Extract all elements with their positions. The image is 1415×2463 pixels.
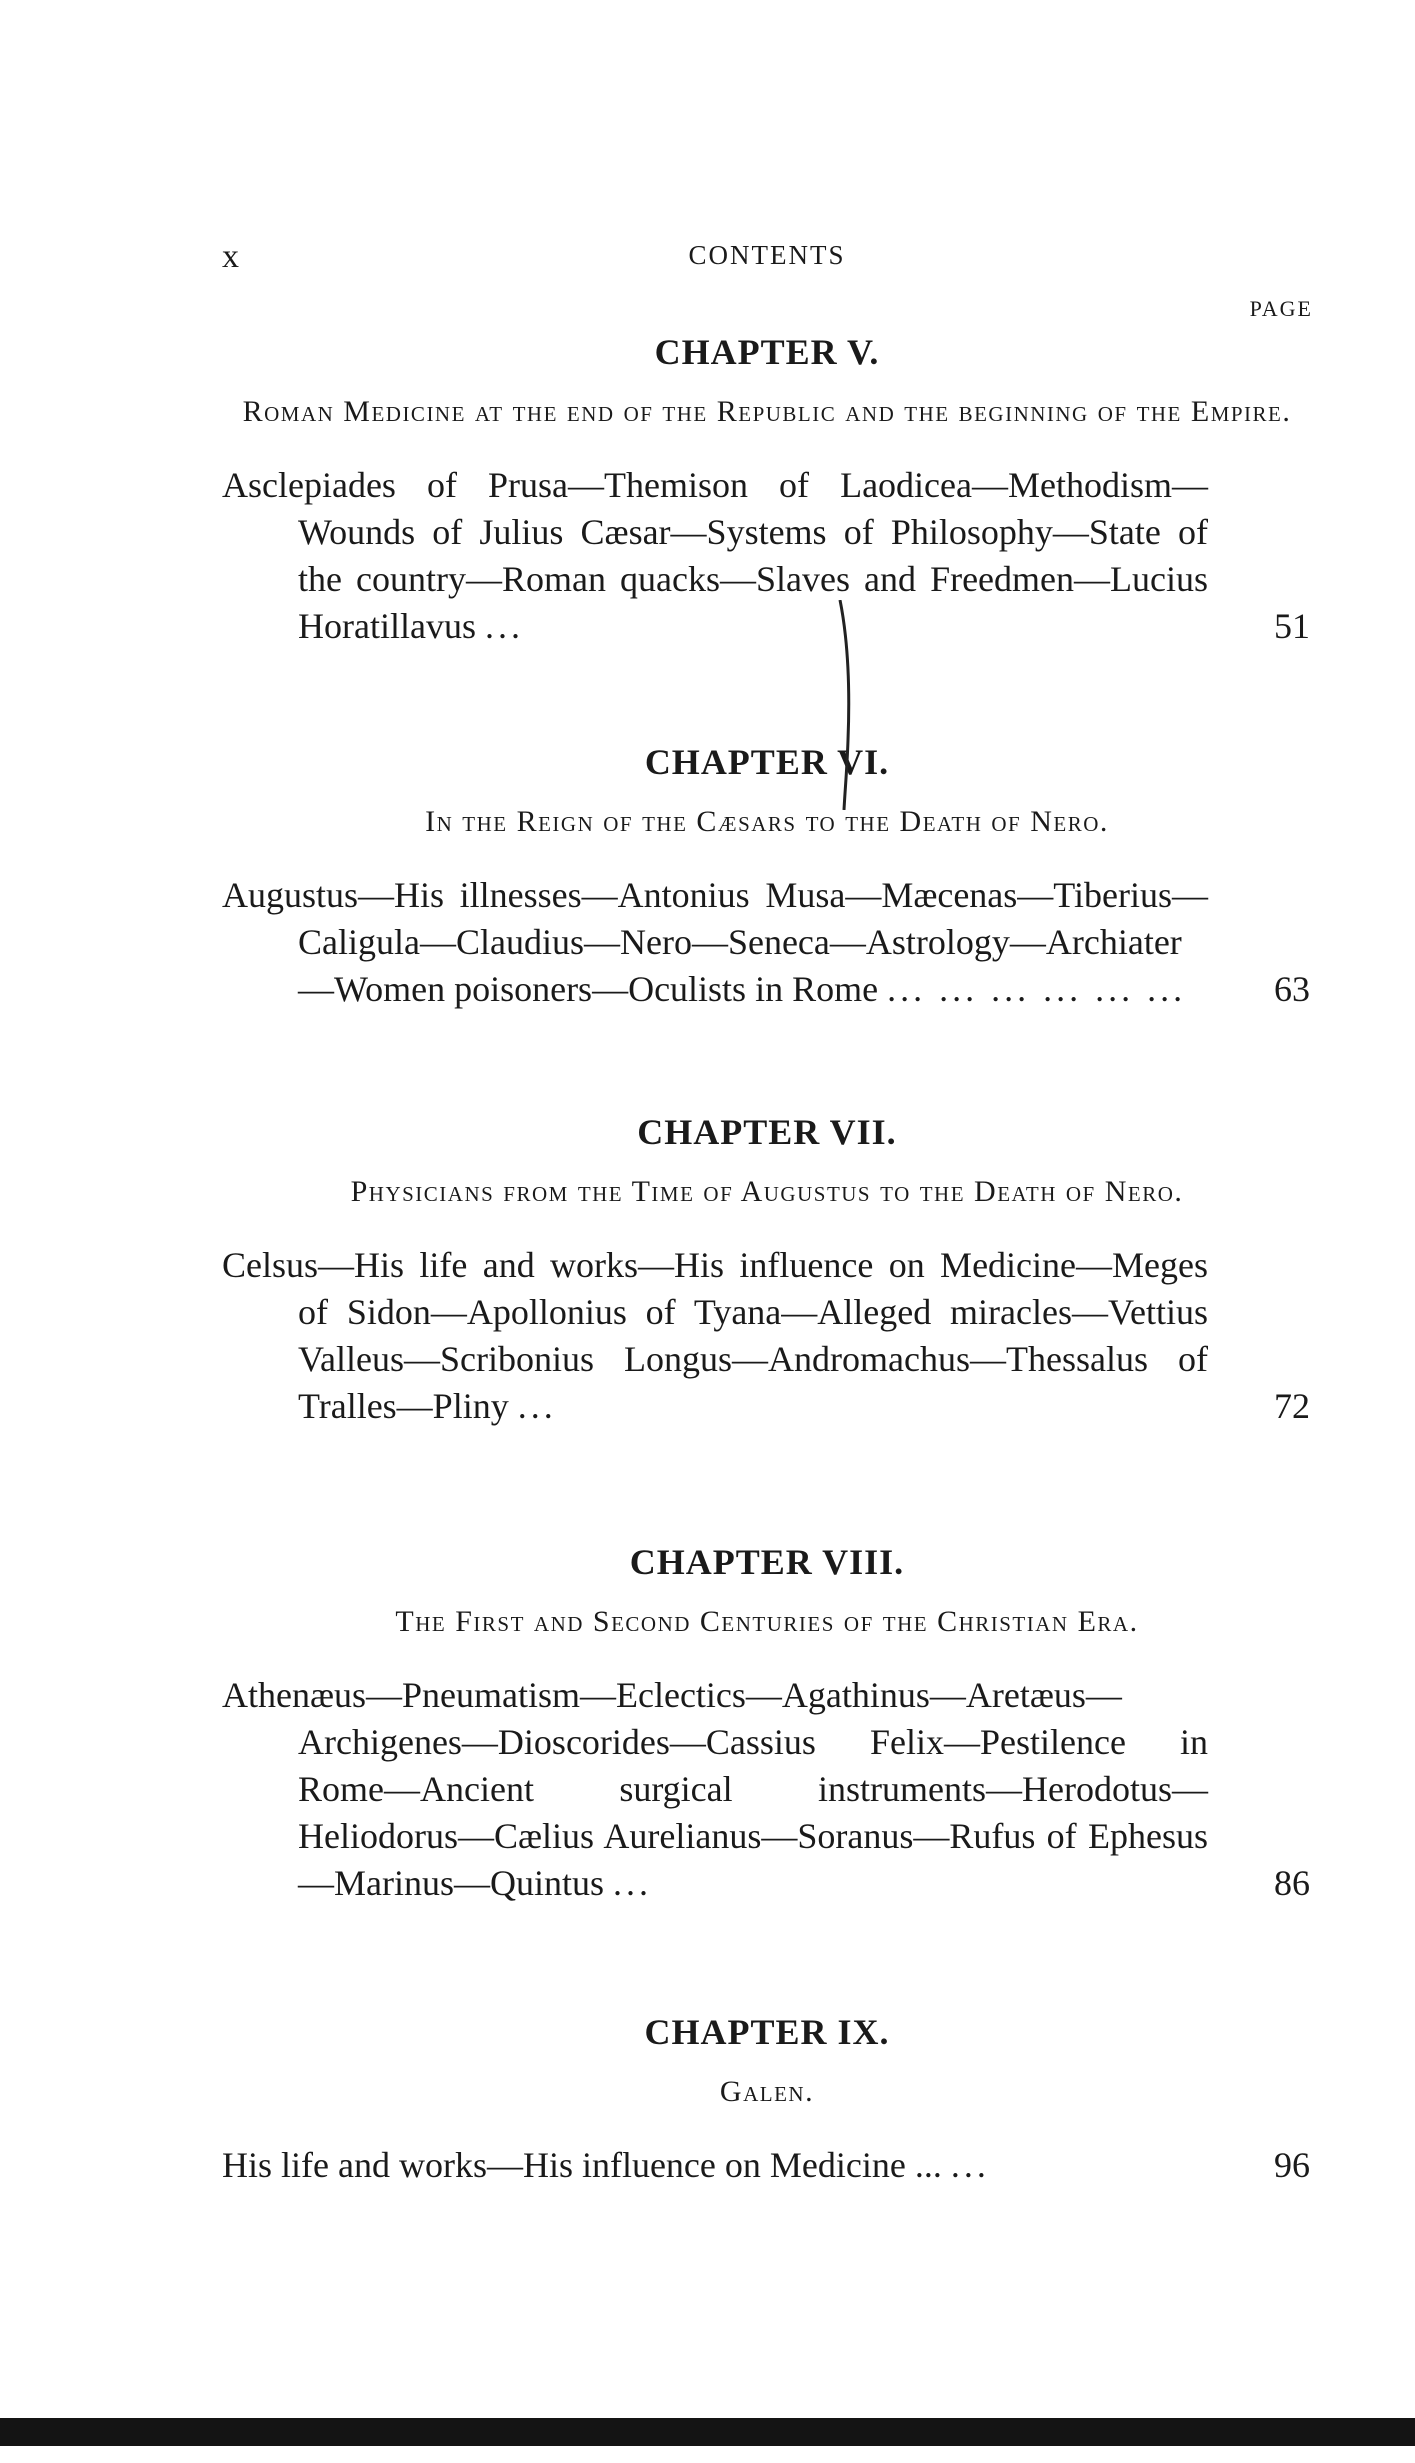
chapter-subtitle: The First and Second Centuries of the Christian Era. — [395, 1605, 1139, 1638]
running-head — [222, 238, 1312, 278]
chapter-8 — [222, 1540, 1312, 1943]
summary-text: Athenæus—Pneumatism—Eclectics—Agathinus—Aretæus—Archigenes—Dioscorides—Cassius Felix—Pestilence in Rome—Ancient surgical instruments—Herodotus—Heliodorus—Cælius Aurelianus—Soranus—Rufus of Ephesus—Marinus—Quintus — [222, 1675, 1208, 1903]
chapter-subtitle: Galen. — [719, 2075, 815, 2108]
dot-leader: ... — [950, 2145, 990, 2185]
page-folio: x — [222, 238, 239, 275]
page-number: 72 — [1274, 1386, 1310, 1426]
chapter-summary — [222, 2142, 1312, 2189]
dot-leader: ... — [613, 1863, 652, 1903]
chapter-title: CHAPTER VI. — [644, 742, 890, 782]
page-number: 63 — [1274, 969, 1310, 1009]
page-number: 51 — [1274, 606, 1310, 646]
pencil-annotation-mark — [836, 600, 856, 810]
summary-text: Celsus—His life and works—His influence on Medicine—Meges of Sidon—Apollonius of Tyana—Alleged miracles—Vettius Valleus—Scribonius Longus—Andromachus—Thessalus of Tralles—Pliny — [222, 1245, 1208, 1426]
page-number: 86 — [1274, 1863, 1310, 1903]
chapter-title: CHAPTER IX. — [644, 2012, 890, 2052]
scan-edge-bar — [0, 2418, 1415, 2446]
chapter-title: CHAPTER VII. — [637, 1112, 897, 1152]
chapter-title: CHAPTER VIII. — [629, 1542, 905, 1582]
summary-text: His life and works—His influence on Medicine ... — [222, 2145, 942, 2185]
page-column-label: PAGE — [1249, 296, 1313, 321]
page-number: 96 — [1274, 2145, 1310, 2185]
chapter-summary — [222, 462, 1312, 650]
summary-text: Augustus—His illnesses—Antonius Musa—Mæcenas—Tiberius—Caligula—Claudius—Nero—Seneca—Astrology—Archiater—Women poisoners—Oculists in Rome — [222, 875, 1208, 1009]
running-title: CONTENTS — [688, 240, 846, 270]
chapter-subtitle: Roman Medicine at the end of the Republic and the beginning of the Empire. — [242, 395, 1292, 428]
dot-leader: ... ... ... ... ... ... — [887, 969, 1187, 1009]
chapter-6 — [222, 740, 1312, 1049]
chapter-title: CHAPTER V. — [654, 332, 880, 372]
chapter-9 — [222, 2010, 1312, 2225]
chapter-7 — [222, 1110, 1312, 1466]
chapter-subtitle: In the Reign of the Cæsars to the Death of Nero. — [425, 805, 1109, 838]
chapter-5 — [222, 330, 1312, 686]
summary-text: Asclepiades of Prusa—Themison of Laodicea—Methodism—Wounds of Julius Cæsar—Systems of Philosophy—State of the country—Roman quacks—Slaves and Freedmen—Lucius Horatillavus — [222, 465, 1208, 646]
dot-leader: ... — [484, 606, 524, 646]
chapter-summary — [222, 1672, 1312, 1907]
chapter-subtitle: Physicians from the Time of Augustus to the Death of Nero. — [350, 1175, 1184, 1208]
dot-leader: ... — [517, 1386, 557, 1426]
chapter-summary — [222, 872, 1312, 1013]
chapter-summary — [222, 1242, 1312, 1430]
